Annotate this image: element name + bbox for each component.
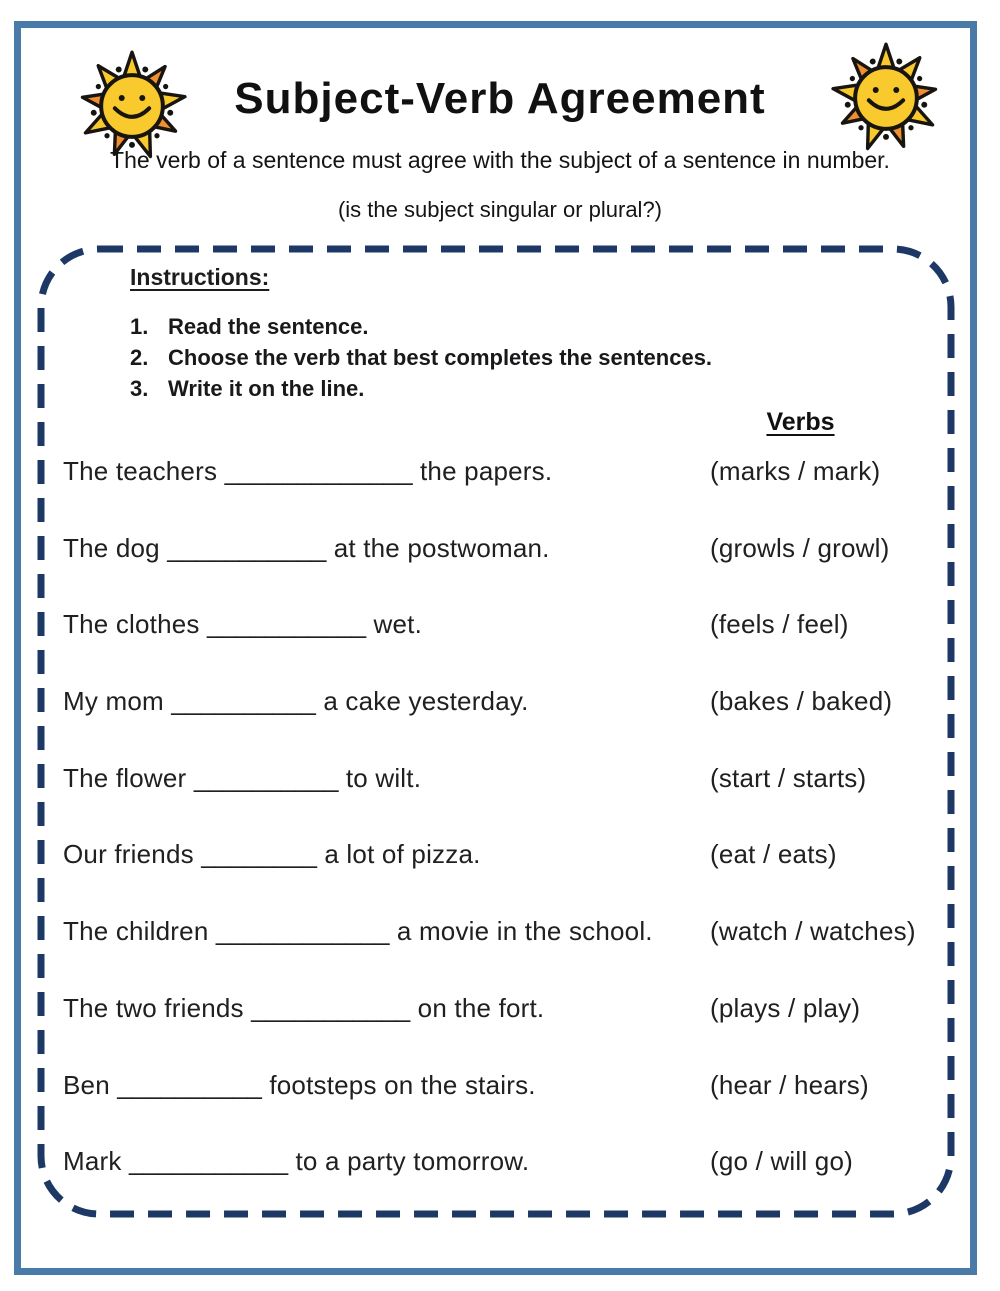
exercise-sentence	[63, 686, 529, 717]
answer-blank[interactable]: ___________	[207, 609, 367, 640]
verbs-column-header: Verbs	[766, 408, 835, 436]
exercise-sentence	[63, 1070, 536, 1101]
instructions-heading: Instructions:	[130, 264, 270, 290]
answer-blank[interactable]: __________	[193, 762, 339, 793]
sentence-before: Our friends	[63, 839, 202, 870]
exercise-row	[63, 985, 958, 1062]
exercise-row	[63, 525, 958, 602]
verb-options: (hear / hears)	[710, 1069, 869, 1100]
sentence-after: to wilt.	[338, 762, 422, 793]
page-title: Subject-Verb Agreement	[234, 74, 766, 123]
exercise-sentence	[63, 609, 422, 640]
exercise-sentence	[63, 839, 481, 870]
exercise-sentence	[63, 993, 544, 1024]
tagline-text: The verb of a sentence must agree with the subject of a sentence in number.	[110, 147, 890, 173]
exercise-row	[63, 448, 958, 525]
hint-text: (is the subject singular or plural?)	[337, 197, 663, 222]
verb-options: (eat / eats)	[710, 839, 837, 870]
sentence-after: at the postwoman.	[326, 532, 550, 563]
instructions-steps	[130, 311, 712, 404]
sentence-after: the papers.	[412, 456, 553, 486]
sentence-before: The teachers	[63, 456, 225, 486]
exercise-row	[63, 755, 958, 832]
sentence-before: My mom	[63, 686, 172, 717]
verb-options: (go / will go)	[710, 1146, 853, 1177]
exercise-sentence	[63, 533, 550, 564]
verb-options: (watch / watches)	[710, 916, 916, 947]
sentence-before: Ben	[63, 1069, 118, 1100]
verb-options: (feels / feel)	[710, 609, 849, 640]
answer-blank[interactable]: ___________	[251, 992, 411, 1023]
verb-options: (plays / play)	[710, 992, 861, 1023]
sentence-after: to a party tomorrow.	[288, 1146, 530, 1177]
sentence-after: a cake yesterday.	[315, 686, 529, 717]
verb-options: (growls / growl)	[710, 532, 890, 563]
answer-blank[interactable]: ________	[201, 839, 317, 870]
answer-blank[interactable]: ___________	[167, 532, 327, 563]
exercise-sentence	[63, 456, 552, 487]
exercise-sentence	[63, 916, 653, 947]
exercise-row	[63, 601, 958, 678]
verb-options: (marks / mark)	[710, 456, 881, 486]
instruction-step	[130, 311, 712, 342]
verb-options: (bakes / baked)	[710, 686, 893, 717]
verb-options: (start / starts)	[710, 762, 867, 793]
answer-blank[interactable]: ____________	[215, 916, 390, 947]
sentence-after: wet.	[366, 609, 423, 640]
exercise-row	[63, 1138, 958, 1215]
sentence-before: The dog	[63, 532, 168, 563]
step-text: Write it on the line.	[168, 376, 365, 401]
sentence-before: The clothes	[63, 609, 208, 640]
exercise-row	[63, 678, 958, 755]
answer-blank[interactable]: _____________	[224, 456, 413, 486]
instruction-step	[130, 342, 712, 373]
instruction-step	[130, 373, 712, 404]
exercise-row	[63, 1062, 958, 1139]
sentence-after: on the fort.	[410, 992, 545, 1023]
sentence-before: Mark	[63, 1146, 129, 1177]
instructions-block	[130, 264, 712, 404]
step-number: 2.	[130, 345, 149, 370]
step-number: 3.	[130, 376, 149, 401]
sentence-before: The children	[63, 916, 216, 947]
exercise-row	[63, 908, 958, 985]
sentence-after: a movie in the school.	[389, 916, 653, 947]
answer-blank[interactable]: __________	[117, 1069, 262, 1100]
sentence-before: The two friends	[63, 992, 252, 1023]
step-text: Read the sentence.	[168, 314, 369, 339]
step-number: 1.	[130, 314, 149, 339]
sentence-before: The flower	[63, 762, 194, 793]
sentence-after: a lot of pizza.	[316, 839, 481, 870]
exercise-row	[63, 831, 958, 908]
exercise-sentence	[63, 763, 421, 794]
exercise-sentence	[63, 1146, 529, 1177]
answer-blank[interactable]: __________	[171, 686, 316, 717]
sentence-after: footsteps on the stairs.	[261, 1069, 536, 1100]
exercise-list	[63, 448, 958, 1215]
step-text: Choose the verb that best completes the sentences.	[168, 345, 713, 370]
answer-blank[interactable]: ___________	[129, 1146, 289, 1177]
